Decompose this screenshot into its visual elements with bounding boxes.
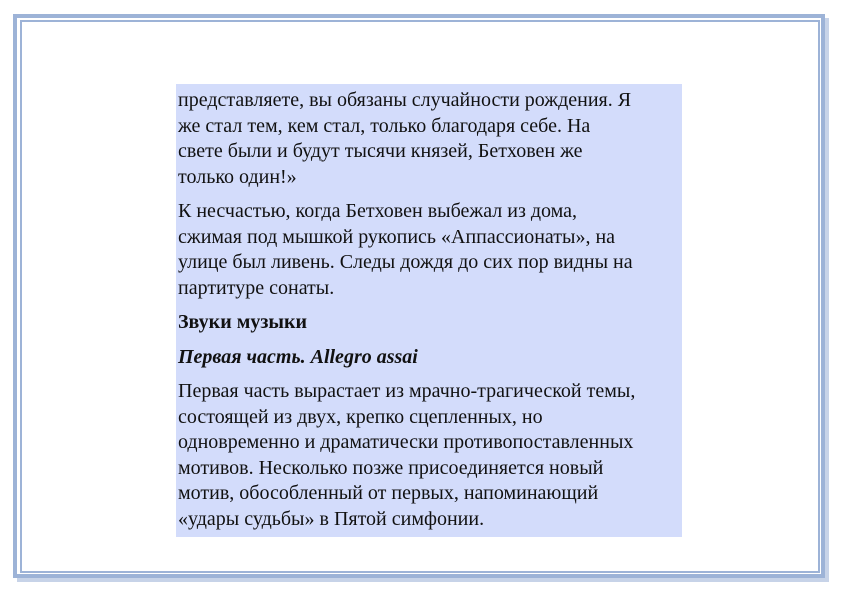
frame-shadow — [825, 18, 829, 582]
section-subheading: Первая часть. Allegro assai — [178, 345, 418, 368]
paragraph-first-movement: Первая часть вырастает из мрачно-трагической темы, состоящей из двух, крепко сцепленных, но одновременно и драматически противопоставленных мотивов. Несколько позже присоединяется новый мотив, обособленный от первых, напоминающий «удары судьбы» в Пятой симфонии. — [178, 380, 636, 530]
section-heading: Звуки музыки — [178, 311, 308, 333]
paragraph-rain-story: К несчастью, когда Бетховен выбежал из дома, сжимая под мышкой рукопись «Аппассионаты», на улице был ливень. Следы дождя до сих пор видны на партитуре сонаты. — [178, 200, 633, 299]
frame-shadow — [17, 578, 829, 582]
paragraph-quote-ending: представляете, вы обязаны случайности рождения. Я же стал тем, кем стал, только благодаря себе. На свете были и будут тысячи князей, Бетховен же только один!» — [178, 89, 632, 188]
text-block — [176, 84, 682, 537]
